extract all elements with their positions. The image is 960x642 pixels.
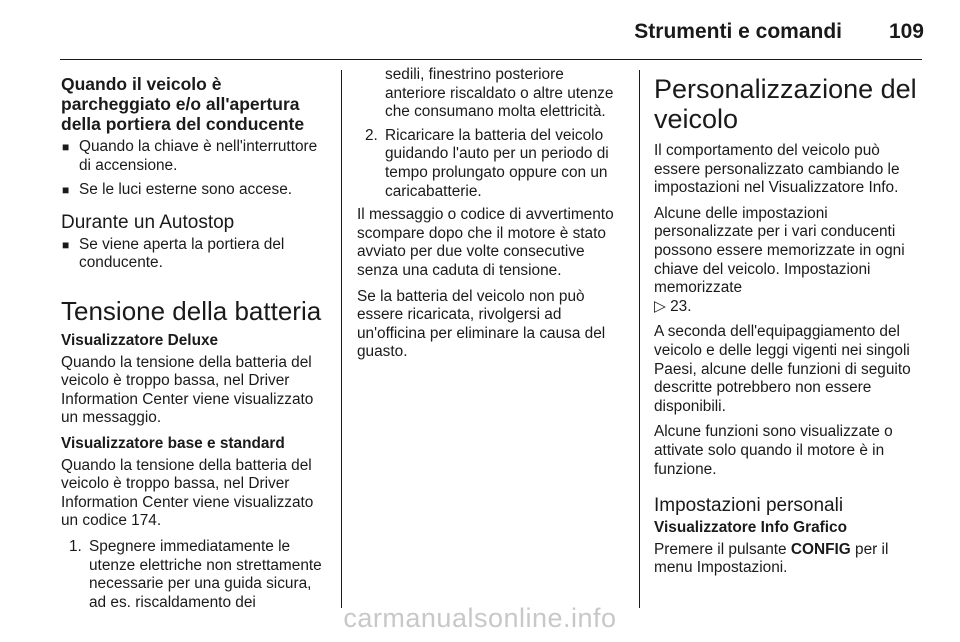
watermark: carmanualsonline.info bbox=[343, 603, 617, 633]
paragraph-message: Il messaggio o codice di avvertimento scompare dopo che il motore è stato avviato per due volte consecutive senza una caduta di tensione. bbox=[357, 206, 614, 279]
heading-personalization: Personalizzazione del veicolo bbox=[654, 74, 917, 134]
paragraph-functions: Alcune funzioni sono visualizzate o attivate solo quando il motore è in funzione. bbox=[654, 423, 893, 478]
page-reference-link[interactable]: ▷ 23. bbox=[654, 297, 692, 315]
column-divider-1 bbox=[341, 70, 342, 608]
list-item: ■ Se viene aperta la portiera del conducente. bbox=[62, 235, 285, 272]
paragraph-deluxe: Quando la tensione della batteria del veicolo è troppo bassa, nel Driver Information Center viene visualizzato un messaggio. bbox=[61, 353, 314, 427]
header-divider bbox=[60, 59, 922, 60]
list-item: 1. Spegnere immediatamente le utenze elettriche non strettamente necessarie per una guida sicura, ad es. riscaldamento dei bbox=[69, 537, 322, 611]
step-number: 1. bbox=[69, 537, 82, 555]
column-right bbox=[654, 66, 922, 585]
step-number: 2. bbox=[365, 126, 378, 144]
page-number: 109 bbox=[888, 20, 924, 43]
column-divider-2 bbox=[639, 70, 640, 608]
chapter-title: Strumenti e comandi bbox=[634, 20, 842, 43]
heading-battery: Tensione della batteria bbox=[61, 295, 322, 326]
bullet-square-icon: ■ bbox=[62, 237, 70, 252]
list-item: ■ Quando la chiave è nell'interruttore di accensione. bbox=[62, 138, 318, 174]
heading-autostop: Durante un Autostop bbox=[61, 211, 235, 233]
list-item-continuation: sedili, finestrino posteriore anteriore riscaldato o altre utenze che consumano molta elettricità. bbox=[385, 66, 614, 121]
paragraph-base: Quando la tensione della batteria del veicolo è troppo bassa, nel Driver Information Center viene visualizzato un codice 174. bbox=[61, 456, 314, 530]
paragraph-equipment: A seconda dell'equipaggiamento del veicolo e delle leggi vigenti nei singoli Paesi, alcune delle funzioni di seguito descritte potrebbero non essere disponibili. bbox=[654, 323, 911, 415]
page-header bbox=[0, 0, 960, 60]
paragraph-keys: Alcune delle impostazioni personalizzate per i vari conducenti possono essere memorizzate in ogni chiave del veicolo. Impostazioni memorizzate ▷ 23. bbox=[654, 204, 905, 315]
subheading-base: Visualizzatore base e standard bbox=[61, 434, 285, 452]
paragraph-intro: Il comportamento del veicolo può essere personalizzato cambiando le impostazioni nel Visualizzatore Info. bbox=[654, 142, 900, 197]
bullet-square-icon: ■ bbox=[62, 183, 70, 198]
bullet-square-icon: ■ bbox=[62, 140, 70, 154]
subheading-grafico: Visualizzatore Info Grafico bbox=[654, 519, 847, 537]
paragraph-config: Premere il pulsante CONFIG per il menu Impostazioni. bbox=[654, 540, 889, 577]
config-button-label: CONFIG bbox=[790, 540, 851, 558]
column-middle bbox=[357, 66, 623, 369]
list-item: 2. Ricaricare la batteria del veicolo guidando l'auto per un periodo di tempo prolungato oppure con un caricabatterie. bbox=[365, 126, 609, 200]
heading-personal-settings: Impostazioni personali bbox=[654, 495, 844, 517]
subheading-deluxe: Visualizzatore Deluxe bbox=[61, 331, 219, 349]
list-item: ■ Se le luci esterne sono accese. bbox=[62, 181, 293, 199]
paragraph-service: Se la batteria del veicolo non può essere ricaricata, rivolgersi ad un'officina per eliminare la causa del guasto. bbox=[357, 287, 606, 361]
heading-parking: Quando il veicolo è parcheggiato e/o all'apertura della portiera del conducente bbox=[61, 74, 305, 134]
column-left bbox=[61, 66, 327, 617]
